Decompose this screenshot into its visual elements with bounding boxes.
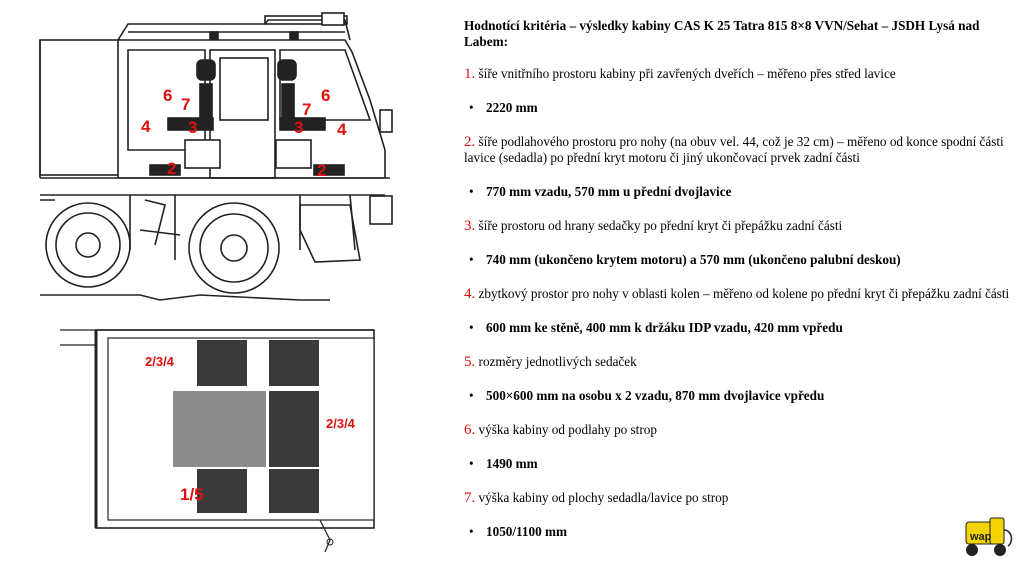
criterion-1 — [464, 66, 1016, 82]
plan-label-right: 2/3/4 — [326, 416, 355, 431]
criterion-value: • 740 mm (ukončeno krytem motoru) a 570 mm (ukončeno palubní deskou) — [486, 252, 1016, 268]
criterion-7 — [464, 490, 1016, 506]
plan-label-top-left: 2/3/4 — [145, 354, 174, 369]
cabin-plan-view — [60, 330, 374, 552]
label-6-right: 6 — [321, 86, 331, 105]
label-2-left: 2 — [167, 159, 177, 178]
criterion-value: • 2220 mm — [486, 100, 1016, 116]
criterion-number: 5. — [464, 354, 476, 370]
criterion-number: 1. — [464, 66, 476, 82]
criterion-number: 7. — [464, 490, 476, 506]
criteria-list — [464, 66, 1016, 540]
criterion-text: výška kabiny od plochy sedadla/lavice po strop — [478, 490, 729, 505]
criterion-text: zbytkový prostor pro nohy v oblasti kolen – měřeno od kolene po přední kryt či přepážku zadní části — [478, 286, 1010, 301]
label-3-left: 3 — [188, 118, 198, 137]
criterion-number: 4. — [464, 286, 476, 302]
label-7-left: 7 — [181, 95, 191, 114]
label-7-right: 7 — [302, 100, 312, 119]
criterion-value: • 500×600 mm na osobu x 2 vzadu, 870 mm dvojlavice vpředu — [486, 388, 1016, 404]
logo-text: wap — [970, 531, 992, 543]
criteria-panel — [464, 18, 1016, 558]
truck-side-view — [40, 13, 392, 300]
label-4-right: 4 — [337, 120, 347, 139]
criterion-3 — [464, 218, 1016, 234]
criterion-text: šíře prostoru od hrany sedačky po přední kryt či přepážku zadní části — [478, 218, 843, 233]
criterion-2 — [464, 134, 1016, 166]
criterion-value: • 1050/1100 mm — [486, 524, 1016, 540]
criterion-value: • 1490 mm — [486, 456, 1016, 472]
label-2-right: 2 — [317, 161, 327, 180]
label-3-right: 3 — [294, 118, 304, 137]
criterion-number: 3. — [464, 218, 476, 234]
criterion-text: šíře podlahového prostoru pro nohy (na obuv vel. 44, což je 32 cm) – měřeno od konce spodní části lavice (sedadla) po přední kryt motoru či jiný ukončovací prvek zadní části — [464, 134, 1004, 165]
criterion-4 — [464, 286, 1016, 302]
plan-label-bottom: 1/5 — [180, 485, 204, 504]
cabin-figure — [0, 0, 455, 569]
criterion-number: 6. — [464, 422, 476, 438]
criterion-6 — [464, 422, 1016, 438]
criterion-text: rozměry jednotlivých sedaček — [478, 354, 637, 369]
criterion-value: • 770 mm vzadu, 570 mm u přední dvojlavice — [486, 184, 1016, 200]
label-4-left: 4 — [141, 117, 151, 136]
page-title: Hodnotící kritéria – výsledky kabiny CAS K 25 Tatra 815 8×8 VVN/Sehat – JSDH Lysá nad Labem: — [464, 18, 980, 49]
wap-logo — [960, 516, 1016, 562]
criterion-number: 2. — [464, 134, 476, 150]
criterion-value: • 600 mm ke stěně, 400 mm k držáku IDP vzadu, 420 mm vpředu — [486, 320, 1016, 336]
criterion-5 — [464, 354, 1016, 370]
criterion-text: šíře vnitřního prostoru kabiny při zavřených dveřích – měřeno přes střed lavice — [478, 66, 896, 81]
label-6-left: 6 — [163, 86, 173, 105]
criterion-text: výška kabiny od podlahy po strop — [478, 422, 657, 437]
